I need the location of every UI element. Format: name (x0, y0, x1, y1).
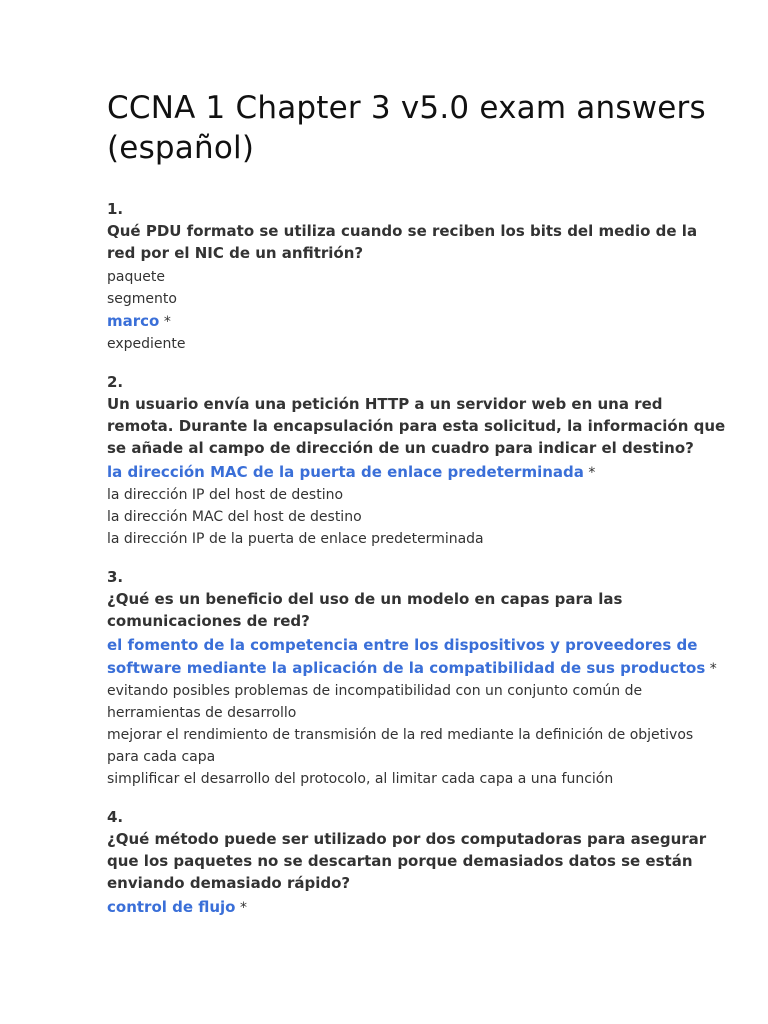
option-text: paquete (107, 269, 165, 285)
answer-option (107, 724, 728, 768)
answer-option (107, 768, 728, 790)
option-text: la dirección MAC de la puerta de enlace predeterminada (107, 463, 584, 481)
question-3 (107, 566, 728, 790)
page-title: CCNA 1 Chapter 3 v5.0 exam answers (español) (107, 90, 706, 166)
correct-marker: * (163, 314, 171, 330)
correct-answer-option (107, 634, 728, 680)
answer-option (107, 680, 728, 724)
answer-option (107, 484, 728, 506)
question-number: 2. (107, 373, 124, 391)
correct-answer-option (107, 461, 728, 484)
correct-marker: * (709, 661, 717, 677)
question-2 (107, 371, 728, 550)
question-text: ¿Qué es un beneficio del uso de un modelo en capas para las comunicaciones de red? (107, 590, 623, 630)
question-number: 3. (107, 568, 124, 586)
question-1 (107, 198, 728, 355)
answer-option (107, 266, 728, 288)
question-number: 4. (107, 808, 124, 826)
correct-answer-option (107, 896, 728, 919)
option-text: segmento (107, 291, 177, 307)
option-text: la dirección MAC del host de destino (107, 509, 362, 525)
question-text: Un usuario envía una petición HTTP a un servidor web en una red remota. Durante la encapsulación para esta solicitud, la información que se añade al campo de dirección de un cuadro para indicar el destino? (107, 395, 726, 457)
option-text: la dirección IP del host de destino (107, 487, 344, 503)
answer-option (107, 528, 728, 550)
option-text: control de flujo (107, 898, 236, 916)
question-number: 1. (107, 200, 124, 218)
option-text: simplificar el desarrollo del protocolo, al limitar cada capa a una función (107, 771, 614, 787)
option-text: expediente (107, 336, 186, 352)
question-4 (107, 806, 728, 919)
question-text: Qué PDU formato se utiliza cuando se reciben los bits del medio de la red por el NIC de un anfitrión? (107, 222, 698, 262)
correct-answer-option (107, 310, 728, 333)
option-text: marco (107, 312, 160, 330)
question-text: ¿Qué método puede ser utilizado por dos computadoras para asegurar que los paquetes no se descartan porque demasiados datos se están enviando demasiado rápido? (107, 830, 707, 892)
answer-option (107, 288, 728, 310)
option-text: el fomento de la competencia entre los dispositivos y proveedores de software mediante la aplicación de la compatibilidad de sus productos (107, 636, 706, 677)
answer-option (107, 506, 728, 528)
option-text: mejorar el rendimiento de transmisión de la red mediante la definición de objetivos para cada capa (107, 727, 694, 765)
answer-option (107, 333, 728, 355)
option-text: la dirección IP de la puerta de enlace predeterminada (107, 531, 484, 547)
correct-marker: * (239, 900, 247, 916)
option-text: evitando posibles problemas de incompatibilidad con un conjunto común de herramientas de desarrollo (107, 683, 643, 721)
correct-marker: * (588, 465, 596, 481)
